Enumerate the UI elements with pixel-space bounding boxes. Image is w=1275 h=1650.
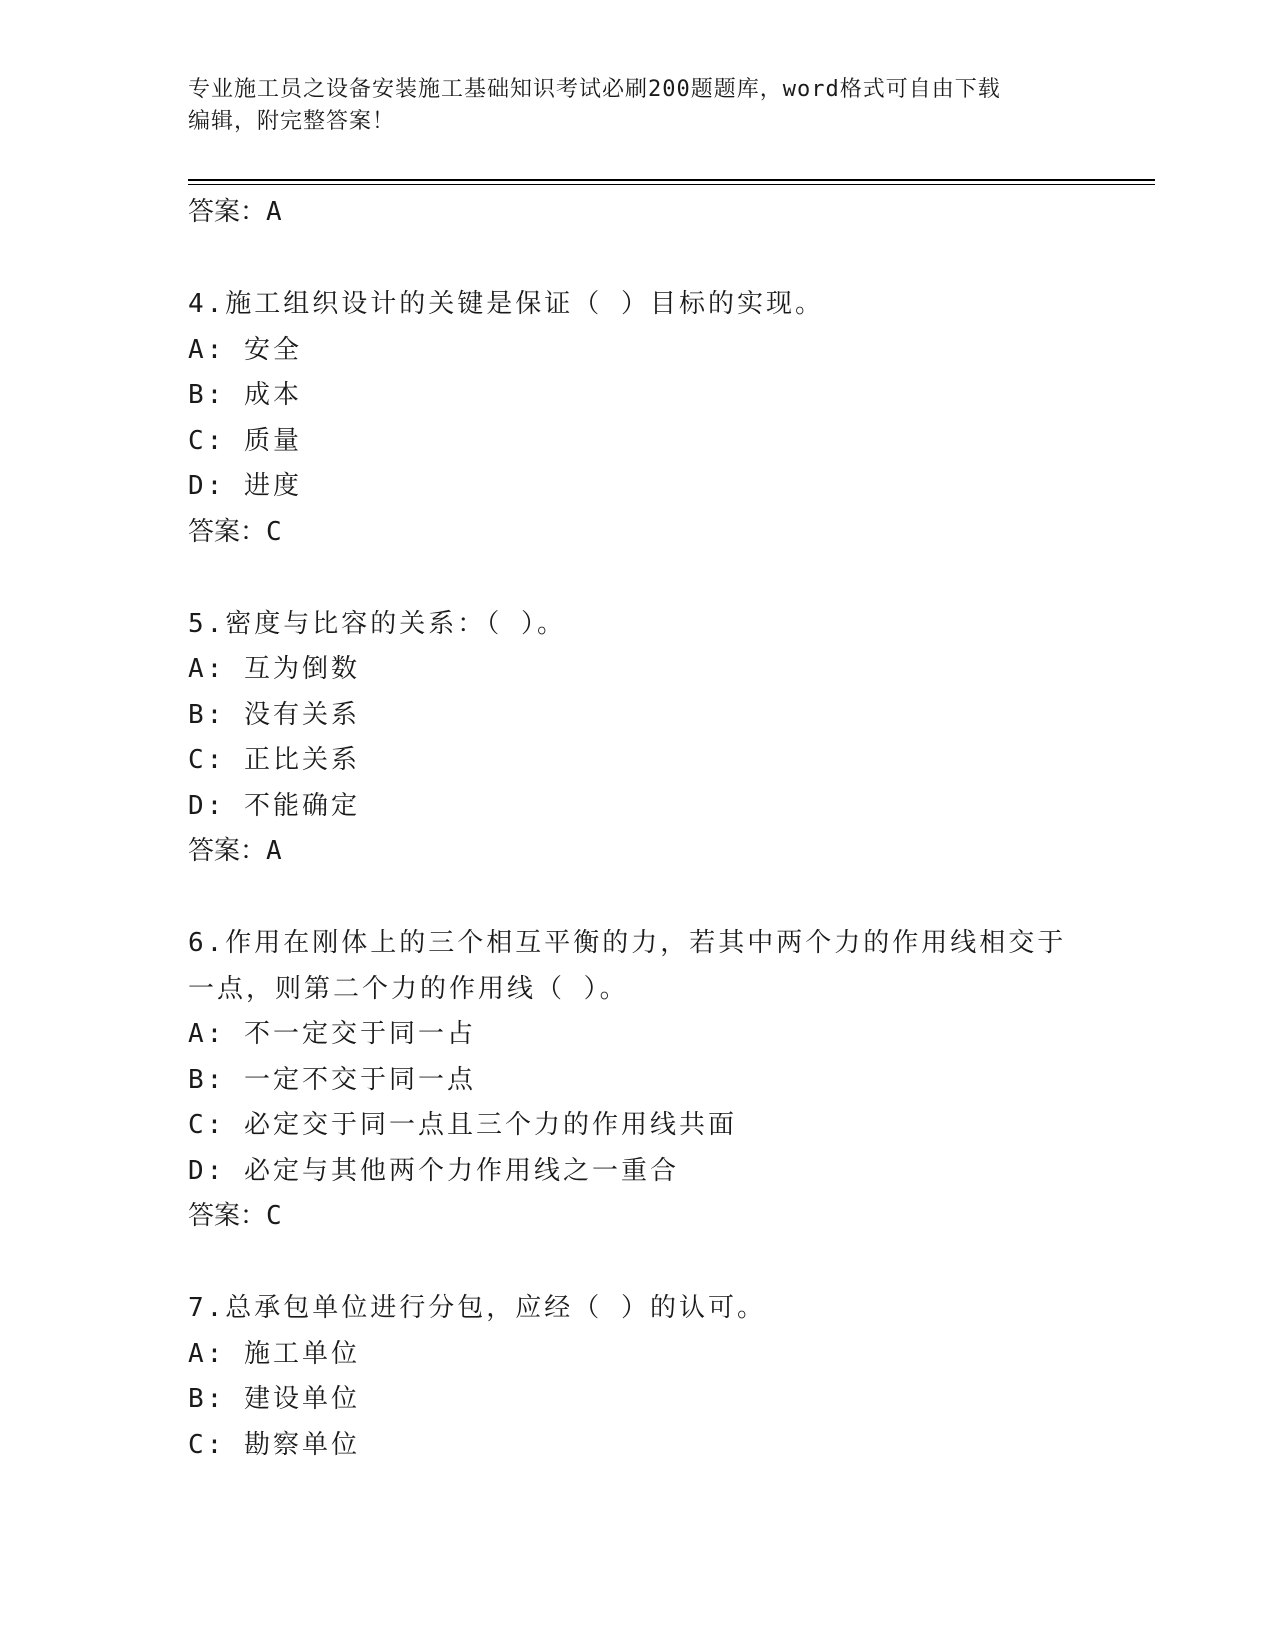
header-divider-thick	[188, 179, 1155, 181]
option-a: A: 安全	[188, 334, 302, 365]
answer-label: 答案：	[188, 1201, 267, 1231]
option-b: B: 一定不交于同一点	[188, 1064, 476, 1095]
answer-value: C	[266, 516, 282, 547]
option-b: B: 没有关系	[188, 699, 360, 730]
option-c: C: 正比关系	[188, 745, 360, 775]
question-stem: 5.密度与比容的关系：（ ）。	[188, 608, 566, 639]
answer-value: A	[266, 836, 282, 866]
answer-line	[188, 510, 1148, 554]
question-6	[188, 921, 1148, 1238]
header-title-line-2: 编辑，附完整答案！	[188, 109, 396, 134]
question-4	[188, 282, 1148, 554]
answer-label: 答案：	[188, 197, 267, 227]
option-a: A: 施工单位	[188, 1338, 360, 1369]
option-c: C: 质量	[188, 425, 302, 456]
page-header	[188, 74, 1088, 138]
option-b: B: 建设单位	[188, 1384, 360, 1414]
option-a: A: 不一定交于同一占	[188, 1019, 476, 1049]
answer-value: C	[266, 1201, 282, 1231]
option-d: D: 进度	[188, 471, 302, 501]
option-d: D: 必定与其他两个力作用线之一重合	[188, 1155, 679, 1186]
answer-line	[188, 1194, 1148, 1238]
answer-line	[188, 829, 1148, 873]
answer-label: 答案：	[188, 516, 267, 547]
answer-label: 答案：	[188, 836, 267, 866]
option-d: D: 不能确定	[188, 790, 360, 821]
question-7	[188, 1286, 1148, 1468]
option-b: B: 成本	[188, 380, 302, 410]
question-5	[188, 602, 1148, 874]
question-stem: 7.总承包单位进行分包，应经（ ）的认可。	[188, 1293, 766, 1323]
option-c: C: 必定交于同一点且三个力的作用线共面	[188, 1110, 737, 1140]
question-stem-line-2: 一点，则第二个力的作用线（ ）。	[188, 973, 629, 1004]
option-a: A: 互为倒数	[188, 654, 360, 684]
header-divider-thin	[188, 184, 1155, 185]
question-stem: 4.施工组织设计的关键是保证（ ）目标的实现。	[188, 289, 824, 319]
answer-value: A	[266, 197, 282, 227]
question-list	[188, 190, 1148, 1468]
header-title-line-1: 专业施工员之设备安装施工基础知识考试必刷200题题库，word格式可自由下载	[188, 77, 1001, 102]
option-c: C: 勘察单位	[188, 1429, 360, 1460]
answer-line	[188, 190, 1148, 234]
question-stem-line-1: 6.作用在刚体上的三个相互平衡的力，若其中两个力的作用线相交于	[188, 928, 1067, 958]
